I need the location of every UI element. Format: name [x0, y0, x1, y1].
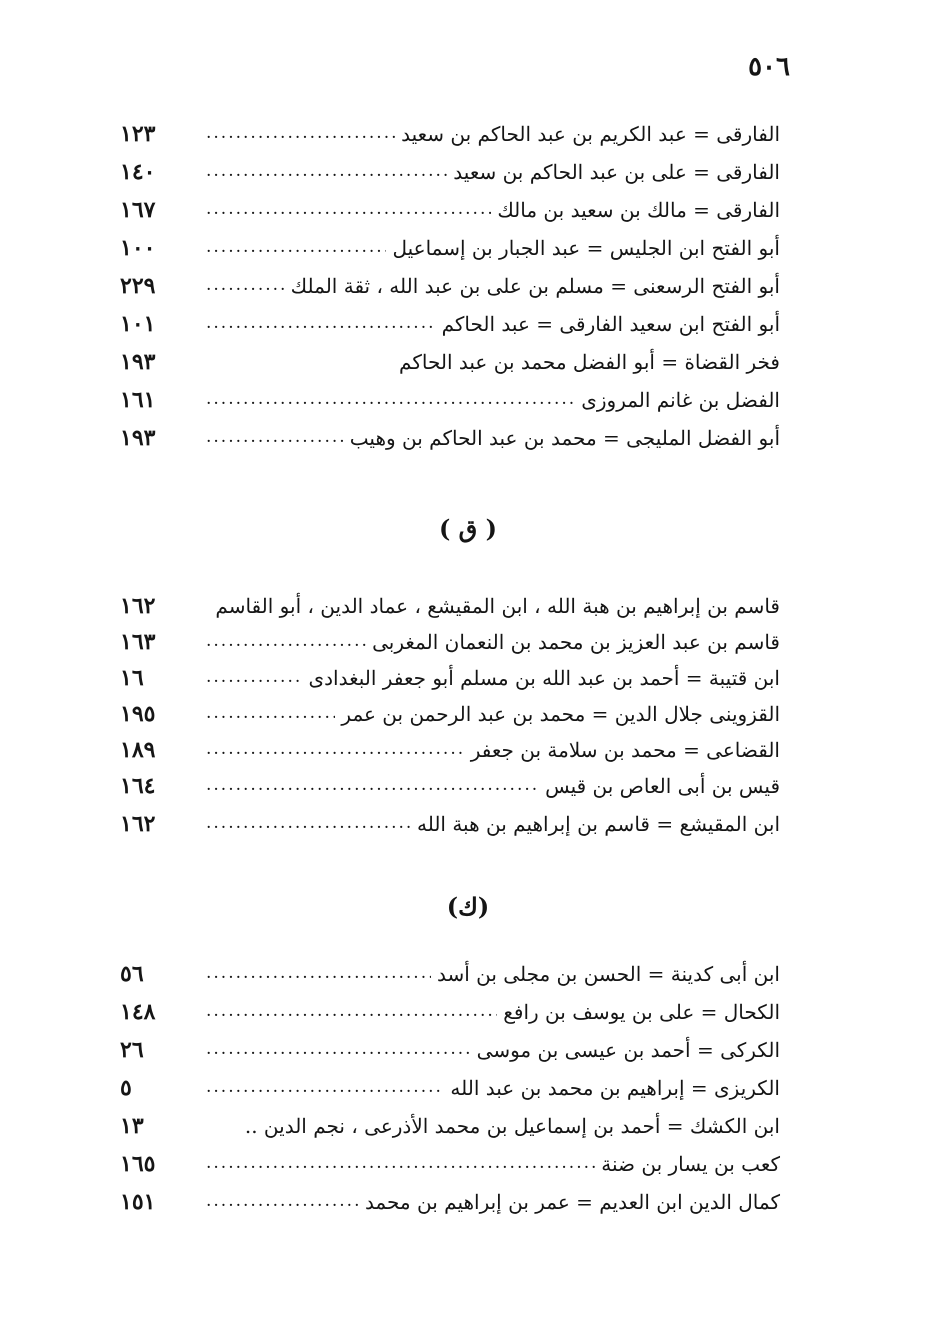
- entry-page-number: ٢٢٩: [120, 273, 156, 299]
- entry-page-number: ١٢٣: [120, 121, 156, 147]
- entry-name: قاسم بن عبد العزيز بن محمد بن النعمان المغربى: [372, 630, 780, 654]
- entry-page-number: ١٦٤: [120, 773, 156, 799]
- leader-dots: [206, 239, 386, 258]
- entry-name: كمال الدين ابن العديم = عمر بن إبراهيم بن محمد: [364, 1190, 780, 1214]
- leader-dots: [206, 777, 539, 796]
- index-entry: [120, 732, 780, 768]
- entry-name: الفضل بن غانم المروزى: [581, 388, 780, 412]
- entry-page-number: ١٠٠: [120, 235, 156, 261]
- leader-dots: [206, 125, 395, 144]
- entry-name: قاسم بن إبراهيم بن هبة الله ، ابن المقيشع ، عماد الدين ، أبو القاسم: [215, 594, 780, 618]
- entry-page-number: ١٤٨: [120, 999, 156, 1025]
- leader-dots: [206, 163, 447, 182]
- entry-name: الكحال = على بن يوسف بن رافع: [503, 1000, 780, 1024]
- index-entry: [120, 1070, 780, 1106]
- leader-dots: [206, 741, 465, 760]
- entry-page-number: ١٨٩: [120, 737, 156, 763]
- entry-page-number: ٢٦: [120, 1037, 144, 1063]
- index-entry: [120, 116, 780, 152]
- index-entry: [120, 956, 780, 992]
- index-entry: [120, 806, 780, 842]
- entry-name: أبو الفضل المليجى = محمد بن عبد الحاكم بن وهيب: [349, 426, 780, 450]
- entry-page-number: ١٩٣: [120, 425, 156, 451]
- entry-page-number: ١٦٢: [120, 593, 156, 619]
- entry-name: ابن قتيبة = أحمد بن عبد الله بن مسلم أبو جعفر البغدادى: [308, 666, 780, 690]
- entry-name: الفارقى = عبد الكريم بن عبد الحاكم بن سعيد: [401, 122, 780, 146]
- entry-name: أبو الفتح ابن سعيد الفارقى = عبد الحاكم: [441, 312, 780, 336]
- entry-name: ابن المقيشع = قاسم بن إبراهيم بن هبة الله: [416, 812, 780, 836]
- entry-page-number: ١٩٥: [120, 701, 156, 727]
- leader-dots: [206, 391, 575, 410]
- entry-page-number: ١٦٧: [120, 197, 156, 223]
- index-entry: [120, 154, 780, 190]
- leader-dots: [206, 815, 411, 834]
- entry-name: الكركى = أحمد بن عيسى بن موسى: [476, 1038, 780, 1062]
- entry-name: القزوينى جلال الدين = محمد بن عبد الرحمن بن عمر: [341, 702, 780, 726]
- index-entry: [120, 192, 780, 228]
- leader-dots: [206, 1003, 497, 1022]
- entry-page-number: ١٤٠: [120, 159, 156, 185]
- index-entry: [120, 994, 780, 1030]
- index-entry: [120, 1108, 780, 1144]
- leader-dots: [206, 705, 335, 724]
- leader-dots: [206, 277, 285, 296]
- entry-page-number: ١٣: [120, 1113, 144, 1139]
- leader-dots: [206, 669, 302, 688]
- entry-page-number: ١٦٣: [120, 629, 156, 655]
- entry-page-number: ١٦٢: [120, 811, 156, 837]
- entry-name: قيس بن أبى العاص بن قيس: [545, 774, 780, 798]
- entry-name: كعب بن يسار بن ضنة: [601, 1152, 780, 1176]
- leader-dots: [206, 633, 366, 652]
- entry-name: الفارقى = على بن عبد الحاكم بن سعيد: [453, 160, 780, 184]
- entry-page-number: ١٦: [120, 665, 144, 691]
- index-entry: [120, 382, 780, 418]
- index-entry: [120, 268, 780, 304]
- index-entry: [120, 230, 780, 266]
- entry-page-number: ١٩٣: [120, 349, 156, 375]
- entry-name: الفارقى = مالك بن سعيد بن مالك: [497, 198, 780, 222]
- entry-name: القضاعى = محمد بن سلامة بن جعفر: [470, 738, 780, 762]
- leader-dots: [206, 1041, 471, 1060]
- entry-page-number: ١٦٥: [120, 1151, 156, 1177]
- entry-name: ابن الكشك = أحمد بن إسماعيل بن محمد الأذرعى ، نجم الدين ..: [244, 1114, 780, 1138]
- index-entry: [120, 660, 780, 696]
- index-entry: [120, 1184, 780, 1220]
- index-entry: [120, 1032, 780, 1068]
- index-entry: [120, 696, 780, 732]
- page-number: ٥٠٦: [748, 52, 790, 82]
- index-entry: [120, 1146, 780, 1182]
- leader-dots: [206, 315, 436, 334]
- entry-page-number: ٥: [120, 1075, 132, 1101]
- leader-dots: [206, 201, 491, 220]
- leader-dots: [206, 429, 344, 448]
- entry-page-number: ١٦١: [120, 387, 156, 413]
- index-entry: [120, 768, 780, 804]
- leader-dots: [206, 1193, 359, 1212]
- leader-dots: [206, 1079, 444, 1098]
- entry-name: الكريزى = إبراهيم بن محمد بن عبد الله: [450, 1076, 780, 1100]
- entry-name: ابن أبى كدينة = الحسن بن مجلى بن أسد: [436, 962, 780, 986]
- index-entry: [120, 588, 780, 624]
- entry-page-number: ٥٦: [120, 961, 144, 987]
- entry-name: فخر القضاة = أبو الفضل محمد بن عبد الحاكم: [399, 350, 780, 374]
- index-entry: [120, 306, 780, 342]
- section-heading-kaf: (ك): [446, 892, 490, 921]
- leader-dots: [206, 1155, 595, 1174]
- index-entry: [120, 420, 780, 456]
- entry-page-number: ١٠١: [120, 311, 156, 337]
- leader-dots: [206, 965, 431, 984]
- entry-name: أبو الفتح الرسعنى = مسلم بن على بن عبد الله ، ثقة الملك: [290, 274, 780, 298]
- section-heading-qaf: ( ق ): [438, 514, 498, 543]
- entry-name: أبو الفتح ابن الجليس = عبد الجبار بن إسماعيل: [392, 236, 780, 260]
- index-entry: [120, 624, 780, 660]
- index-entry: [120, 344, 780, 380]
- entry-page-number: ١٥١: [120, 1189, 156, 1215]
